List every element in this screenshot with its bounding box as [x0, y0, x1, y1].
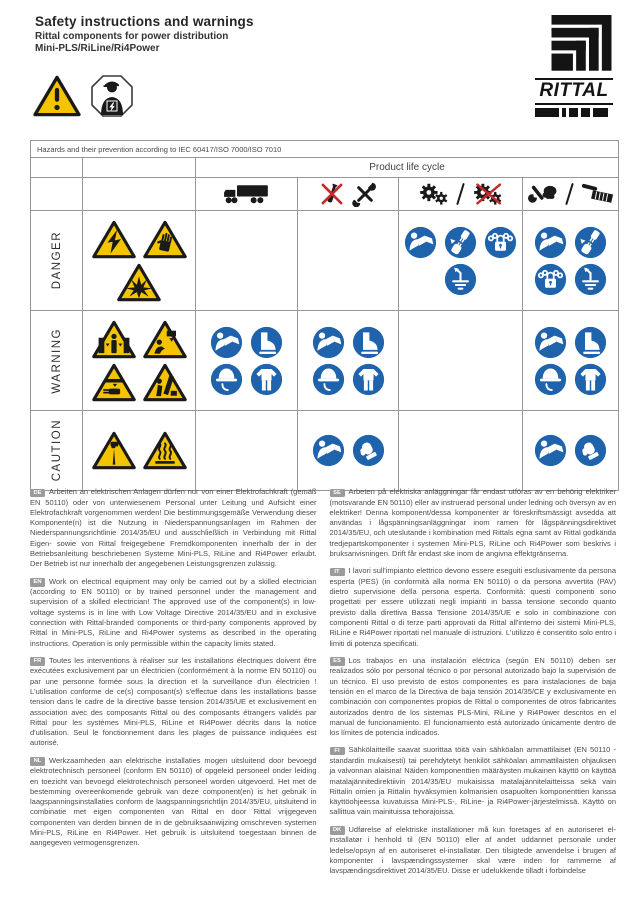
lang-text-fi: Sähkölaitteille saavat suorittaa töitä vain sähköalan ammattilaiset (EN 50110 -standardin mukaisesti) tai perehdytetyt henkilöt sähköalan ammattilaisten ohjauksen ja valvonnan alaisina! Näiden komponenttien määräysten mukainen käyttö on käyttöä matalajännitedirektiivin 2014/35/EU mukaisissa matalajännitelaitteissa sekä vain Rittalin omien ja Rittalin hyväksymien kolmansien osapuolten komponenttien kanssa käyttöohjeessa kuvatuissa Mini-PLS-, RiLine- ja Ri4Power-järjestelmissä. Käyttö on sallittua vain mainituissa tehorajoissa.	[329, 745, 616, 817]
lang-block-fi	[330, 745, 617, 817]
cell-caution-transport	[196, 411, 298, 491]
cell-warning-operation	[399, 311, 523, 411]
table-caption: Hazards and their prevention according to IEC 60417/ISO 7000/ISO 7010	[31, 141, 619, 158]
cell-danger-installation	[298, 211, 399, 311]
row-label-warning: WARNING	[31, 311, 83, 411]
m-manual-icon	[210, 326, 243, 359]
m-disconnect-icon	[574, 226, 607, 259]
m-ground-icon	[574, 263, 607, 296]
m-manual-icon	[534, 326, 567, 359]
cell-warning-transport	[196, 311, 298, 411]
lang-badge-nl: NL	[30, 757, 45, 766]
row-label-danger: DANGER	[31, 211, 83, 311]
m-boots-icon	[250, 326, 283, 359]
m-lockout-icon	[534, 263, 567, 296]
lang-block-dk	[330, 825, 617, 877]
hz-electric-icon	[92, 220, 136, 259]
lang-text-de: Arbeiten an elektrischen Anlagen dürfen nur von einer Elektrofachkraft (gemäß EN 50110) oder von unterwiesenem Personal unter Leitung und Aufsicht einer Elektrofachkraft vorgenommen werden! Die bestimmungsgemäße Verwendung dieser Komponente(n) ist die Nutzung in Niederspannungsanlagen im Rahmen der Niederspannungsrichtlinie 2014/35/EU und ausschließlich in Verbindung mit Rittal Eigen- sowie von Rittal freigegebene Fremdkomponenten innerhalb der in der Betriebsanleitung beschriebenen Systeme Mini-PLS, RiLine and Ri4Power erlaubt. Der Betrieb ist nur innerhalb der angegebenen Leistungsgrenzen zulässig.	[30, 487, 317, 569]
m-boots-icon	[574, 326, 607, 359]
lang-badge-se: SE	[330, 489, 345, 498]
m-lockout-icon	[484, 226, 517, 259]
lang-badge-dk: DK	[330, 826, 345, 835]
lang-badge-en: EN	[30, 578, 45, 587]
m-suit-icon	[250, 363, 283, 396]
hz-tip-icon	[143, 363, 187, 402]
lang-text-it: I lavori sull'impianto elettrico devono essere eseguiti esclusivamente da persona esperta (PES) (in conformità alla norma EN 50110) o da persona avvertita (PAV) dietro supervisione della persona esperta. Conformità: questi componenti sono progettati per essere utilizzati negli impianti in bassa tensione secondo quanto previsto dalla direttiva Bassa Tensione 2014/35/UE e solo in combinazione con componenti Rittal o di terze parti approvati da Rittal all'interno dei sistemi Mini-PLS, RiLine e Ri4Power riportati nel manuale di istruzioni. L'utilizzo è consentito solo entro i limiti di potenza specificati.	[329, 566, 616, 648]
language-column-right	[330, 487, 617, 883]
hz-sharp-icon	[92, 431, 136, 470]
m-suit-icon	[574, 363, 607, 396]
m-manual-icon	[312, 326, 345, 359]
brush-icon	[581, 182, 614, 206]
hz-load-icon	[143, 320, 187, 359]
lifecycle-operation-icons	[399, 178, 523, 211]
rittal-logo-squares-icon	[535, 15, 613, 75]
product-line: Mini-PLS/RiLine/Ri4Power	[35, 43, 160, 54]
m-disconnect-icon	[444, 226, 477, 259]
page-subtitle: Rittal components for power distribution	[35, 31, 229, 42]
m-boots-icon	[352, 326, 385, 359]
lang-badge-it: IT	[330, 568, 345, 577]
m-manual-icon	[534, 226, 567, 259]
m-helmet-icon	[534, 363, 567, 396]
lang-text-fr: Toutes les interventions à réaliser sur les installations électriques doivent être exécutées exclusivement par un électricien (conformément à la norme EN 50110) ou par une personne formée sous la direction et la surveillance d'un électricien ! L'utilisation conforme de ce(s) composant(s) s'effectue dans les installations basse tension dans le cadre de la directive basse tension 2014/35/UE et exclusivement en association avec des composants Rittal ou des composants étrangers validés par Rittal pour les systèmes Mini-PLS, RiLine et Ri4Power décrits dans la notice d'utilisation. Seul le fonctionnement dans les plages de puissance indiquées est autorisé.	[30, 655, 317, 748]
page-title: Safety instructions and warnings	[35, 14, 254, 29]
rittal-wordmark: RITTAL	[535, 78, 613, 105]
m-gloves-icon	[574, 434, 607, 467]
lang-block-it	[330, 566, 617, 649]
warning-triangle-icon	[33, 75, 81, 117]
hz-arc-icon	[117, 263, 161, 302]
hand-wrench-icon	[528, 182, 558, 207]
lang-badge-fi: FI	[330, 747, 345, 756]
lang-text-nl: Werkzaamheden aan elektrische installaties mogen uitsluitend door bevoegd elektrotechnisch personeel (conform EN 50110) of opgeleid personeel onder leiding en toezicht van bevoegd elektrotechnisch personeel worden uitgevoerd. Het met de bestemming overeenkomende gebruik van deze component(en) is het gebruik in laagspanningsinstallaties conform de laagspanningsrichtlijn 2014/35/EU, uitsluitend in combinatie met eigen componenten van Rittal en door Rittal vrijgegeven componenten van derden binnen de in de gebruiksaanwijzing omschreven systemen Mini-PLS, RiLine en Ri4Power. Het gebruik is uitsluitend toegestaan binnen de aangegeven vermogensgrenzen.	[30, 755, 317, 848]
m-manual-icon	[534, 434, 567, 467]
gears-crossed-icon	[472, 182, 503, 206]
rittal-logo-bars	[535, 108, 613, 117]
cell-danger-maintenance	[523, 211, 619, 311]
cell-warning-installation	[298, 311, 399, 411]
cell-caution-operation	[399, 411, 523, 491]
cell-danger-operation	[399, 211, 523, 311]
lang-block-de	[30, 487, 317, 570]
electrician-icon	[90, 74, 134, 118]
lang-block-fr	[30, 656, 317, 749]
lang-badge-de: DE	[30, 489, 45, 498]
lang-block-se	[330, 487, 617, 559]
cell-warning-hazards	[83, 311, 196, 411]
language-paragraphs	[30, 487, 616, 883]
lang-text-en: Work on electrical equipment may only be carried out by a skilled electrician (according to EN 50110) or by trained personnel under the management and supervision of a skilled electrician! The approved use of the component(s) in low-voltage systems is in line with Low Voltage Directive 2014/35/EU and in exclusive connection with Rittal-branded components or third-party components approved by Rittal in Mini-PLS, RiLine and Ri4Power systems as described in the operating instructions. Operation is only permissible within the capacity limits stated.	[30, 576, 317, 648]
empty-cell	[31, 178, 83, 211]
lang-text-dk: Udførelse af elektriske installationer må kun foretages af en autoriseret el-installatør i henhold til (EN 50110) eller af andet uddannet personale under ledelse/opsyn af en autoriseret el-installatør. Den tilsigtede anvendelse i brugen af komponenter i lavspændingssystemer skal være inden for rammerne af lavspændingsdirektivet 2014/35/EU. Disse er udelukkende tilladt i forbindelse	[329, 824, 616, 876]
m-ground-icon	[444, 263, 477, 296]
cell-caution-installation	[298, 411, 399, 491]
hz-hand-icon	[143, 220, 187, 259]
row-label-caution: CAUTION	[31, 411, 83, 491]
lifecycle-maintenance-icons	[523, 178, 619, 211]
no-tools-icon	[319, 181, 345, 207]
m-manual-icon	[312, 434, 345, 467]
language-column-left	[30, 487, 317, 856]
crossed-tools-icon	[352, 181, 378, 207]
cell-danger-transport	[196, 211, 298, 311]
empty-cell	[83, 178, 196, 211]
gears-icon	[418, 182, 449, 206]
lifecycle-installation-icons	[298, 178, 399, 211]
rittal-logo	[535, 15, 613, 117]
cell-caution-hazards	[83, 411, 196, 491]
lang-badge-es: ES	[330, 657, 345, 666]
m-helmet-icon	[312, 363, 345, 396]
cell-danger-hazards	[83, 211, 196, 311]
m-manual-icon	[404, 226, 437, 259]
m-helmet-icon	[210, 363, 243, 396]
lang-block-es	[330, 656, 617, 739]
document-header	[35, 14, 254, 54]
m-gloves-icon	[352, 434, 385, 467]
m-suit-icon	[352, 363, 385, 396]
empty-cell	[31, 158, 83, 178]
truck-icon	[222, 181, 272, 207]
lifecycle-header: Product life cycle	[196, 158, 619, 178]
slash-icon	[456, 182, 465, 206]
lang-block-en	[30, 577, 317, 649]
lifecycle-transport-icons	[196, 178, 298, 211]
cell-caution-maintenance	[523, 411, 619, 491]
hz-hot-icon	[143, 431, 187, 470]
lang-block-nl	[30, 756, 317, 849]
lang-text-es: Los trabajos en una instalación eléctrica (según EN 50110) deben ser realizados sólo por personal técnico o por personal autorizado bajo la supervisión de un técnico. El uso previsto de estos componentes es para instalaciones de baja tensión en el marco de la Directiva de baja tensión 2014/35/CE y exclusivamente en combinación con componentes propios de Rittal o componentes de otros fabricantes autorizados dentro de los sistemas PLS-Mini, RiLine y Ri4Power descritos en el manual de funcionamiento. El funcionamiento está autorizado únicamente dentro de los límites de potencia indicados.	[329, 655, 616, 738]
lang-text-se: Arbeten på elektriska anläggningar får endast utföras av en behörig elektriker (motsvarande EN 50110) eller av instruerad personal under ledning och översyn av en elektriker! Denna komponent/dessa komponenter är föreskriftsmässigt avsedda att användas i lågspänningsanläggningar inom ramen för lågspänningsdirektivet 2014/35/EU, och uteslutande i kombination med Rittals egna samt av Rittal godkända tredjepartskomponenter i systemen Mini-PLS, RiLine och Ri4Power som beskrivs i bruksanvisningen. Drift får endast ske inom de angivna effektgränserna.	[329, 487, 616, 558]
cell-warning-maintenance	[523, 311, 619, 411]
empty-cell	[83, 158, 196, 178]
lang-badge-fr: FR	[30, 657, 45, 666]
hazard-prevention-table	[30, 140, 619, 491]
header-safety-icons	[33, 74, 134, 118]
hz-handcrush-icon	[92, 363, 136, 402]
slash-icon	[565, 182, 574, 206]
hz-crush-icon	[92, 320, 136, 359]
